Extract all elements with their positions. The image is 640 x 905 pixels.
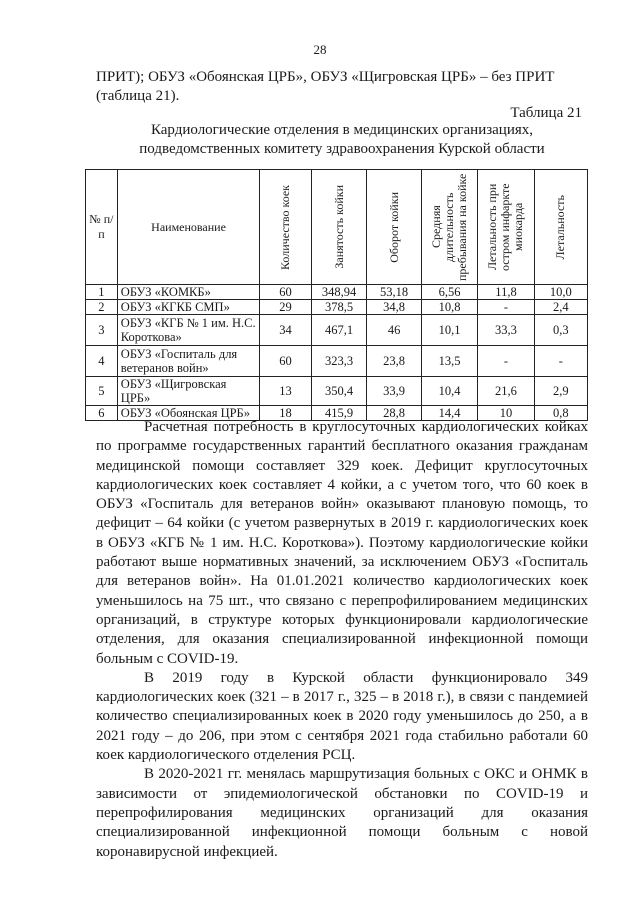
cell-occupancy: 323,3 [311,346,367,377]
cell-lethality: 10,0 [534,285,587,300]
cell-mi-lethality: 21,6 [478,377,534,406]
paragraph: В 2019 году в Курской области функционировало 349 кардиологических коек (321 – в 2017 г., 325 – в 2018 г.), в связи с пандемией количество специализированных коек в 2020 году уменьшилось до 250, а в 2021 году – до 206, при этом с сентября 2021 года стабильно работали 60 коек кардиологического отделения РСЦ. [96,669,588,764]
cell-turnover: 23,8 [367,346,421,377]
intro-line-1: ПРИТ); ОБУЗ «Обоянская ЦРБ», ОБУЗ «Щигровская ЦРБ» – без ПРИТ [96,69,555,85]
header-turnover: Оборот койки [367,170,421,285]
cell-avg-stay: 6,56 [421,285,477,300]
paragraph: Расчетная потребность в круглосуточных кардиологических койках по программе государственных гарантий бесплатного оказания гражданам медицинской помощи составляет 329 коек. Дефицит круглосуточных кардиологических коек составляет 4 койки, а с учетом того, что 60 коек в ОБУЗ «Госпиталь для ветеранов войн» оказывают плановую помощь, то дефицит – 64 койки (с учетом развернутых в 2019 г. кардиологических коек в ОБУЗ «КГБ № 1 им. Н.С. Короткова»). Поэтому кардиологические койки работают выше нормативных значений, за исключением ОБУЗ «Госпиталь для ветеранов войн». На 01.01.2021 количество кардиологических коек уменьшилось на 75 шт., что связано с перепрофилированием медицинских организаций, в структуре которых функционировали кардиологические отделения, для оказания специализированной инфекционной помощи больным с COVID-19. [96,419,588,667]
header-mi-lethality: Летальность при остром инфаркте миокарда [478,170,534,285]
cell-turnover: 53,18 [367,285,421,300]
cell-name: ОБУЗ «КОМКБ» [117,285,260,300]
cell-mi-lethality: 10 [478,406,534,421]
table-title-line-1: Кардиологические отделения в медицинских организациях, [150,122,534,138]
cell-name: ОБУЗ «КГБ № 1 им. Н.С. Короткова» [117,315,260,346]
cell-name: ОБУЗ «Щигровская ЦРБ» [117,377,260,406]
paragraph: В 2020-2021 гг. менялась маршрутизация больных с ОКС и ОНМК в зависимости от эпидемиологической обстановки по COVID-19 и перепрофилирования медицинских организаций для оказания специализированной инфекционной помощи больным с новой коронавирусной инфекцией. [96,766,588,860]
body-text [96,418,588,862]
header-name: Наименование [117,170,260,285]
cell-name: ОБУЗ «Обоянская ЦРБ» [117,406,260,421]
cell-name: ОБУЗ «КГКБ СМП» [117,300,260,315]
cell-num: 2 [86,300,118,315]
header-beds: Количество коек [260,170,311,285]
cell-num: 3 [86,315,118,346]
cell-turnover: 46 [367,315,421,346]
cell-num: 6 [86,406,118,421]
cell-avg-stay: 10,4 [421,377,477,406]
cell-lethality: 0,8 [534,406,587,421]
cell-occupancy: 415,9 [311,406,367,421]
header-lethality: Летальность [534,170,587,285]
header-num: № п/п [86,170,118,285]
cell-num: 1 [86,285,118,300]
cell-mi-lethality: - [478,346,534,377]
table-title-line-2: подведомственных комитету здравоохранения Курской области [139,141,545,157]
cell-mi-lethality: 33,3 [478,315,534,346]
cell-occupancy: 350,4 [311,377,367,406]
table-header-row [86,170,588,285]
cell-beds: 60 [260,285,311,300]
cell-beds: 60 [260,346,311,377]
cell-turnover: 33,9 [367,377,421,406]
cell-avg-stay: 13,5 [421,346,477,377]
cell-lethality: 2,9 [534,377,587,406]
page-number: 28 [313,42,327,57]
table-label: Таблица 21 [510,105,582,121]
cell-num: 4 [86,346,118,377]
cell-occupancy: 378,5 [311,300,367,315]
table-row [86,315,588,346]
table-title [96,121,588,159]
cell-lethality: - [534,346,587,377]
header-avg-stay: Средняя длительность пребывания на койке [421,170,477,285]
cell-avg-stay: 10,1 [421,315,477,346]
cell-mi-lethality: - [478,300,534,315]
cell-avg-stay: 14,4 [421,406,477,421]
cardiology-table [85,169,588,421]
cell-avg-stay: 10,8 [421,300,477,315]
cell-turnover: 28,8 [367,406,421,421]
cell-turnover: 34,8 [367,300,421,315]
cell-beds: 34 [260,315,311,346]
cell-beds: 29 [260,300,311,315]
cell-lethality: 0,3 [534,315,587,346]
intro-line-2: (таблица 21). [96,88,180,104]
cell-num: 5 [86,377,118,406]
table-row [86,300,588,315]
cell-occupancy: 467,1 [311,315,367,346]
cell-name: ОБУЗ «Госпиталь для ветеранов войн» [117,346,260,377]
cell-beds: 13 [260,377,311,406]
cell-lethality: 2,4 [534,300,587,315]
cell-beds: 18 [260,406,311,421]
header-occupancy: Занятость койки [311,170,367,285]
cell-occupancy: 348,94 [311,285,367,300]
table-row [86,346,588,377]
table-row [86,377,588,406]
table-row [86,285,588,300]
cell-mi-lethality: 11,8 [478,285,534,300]
